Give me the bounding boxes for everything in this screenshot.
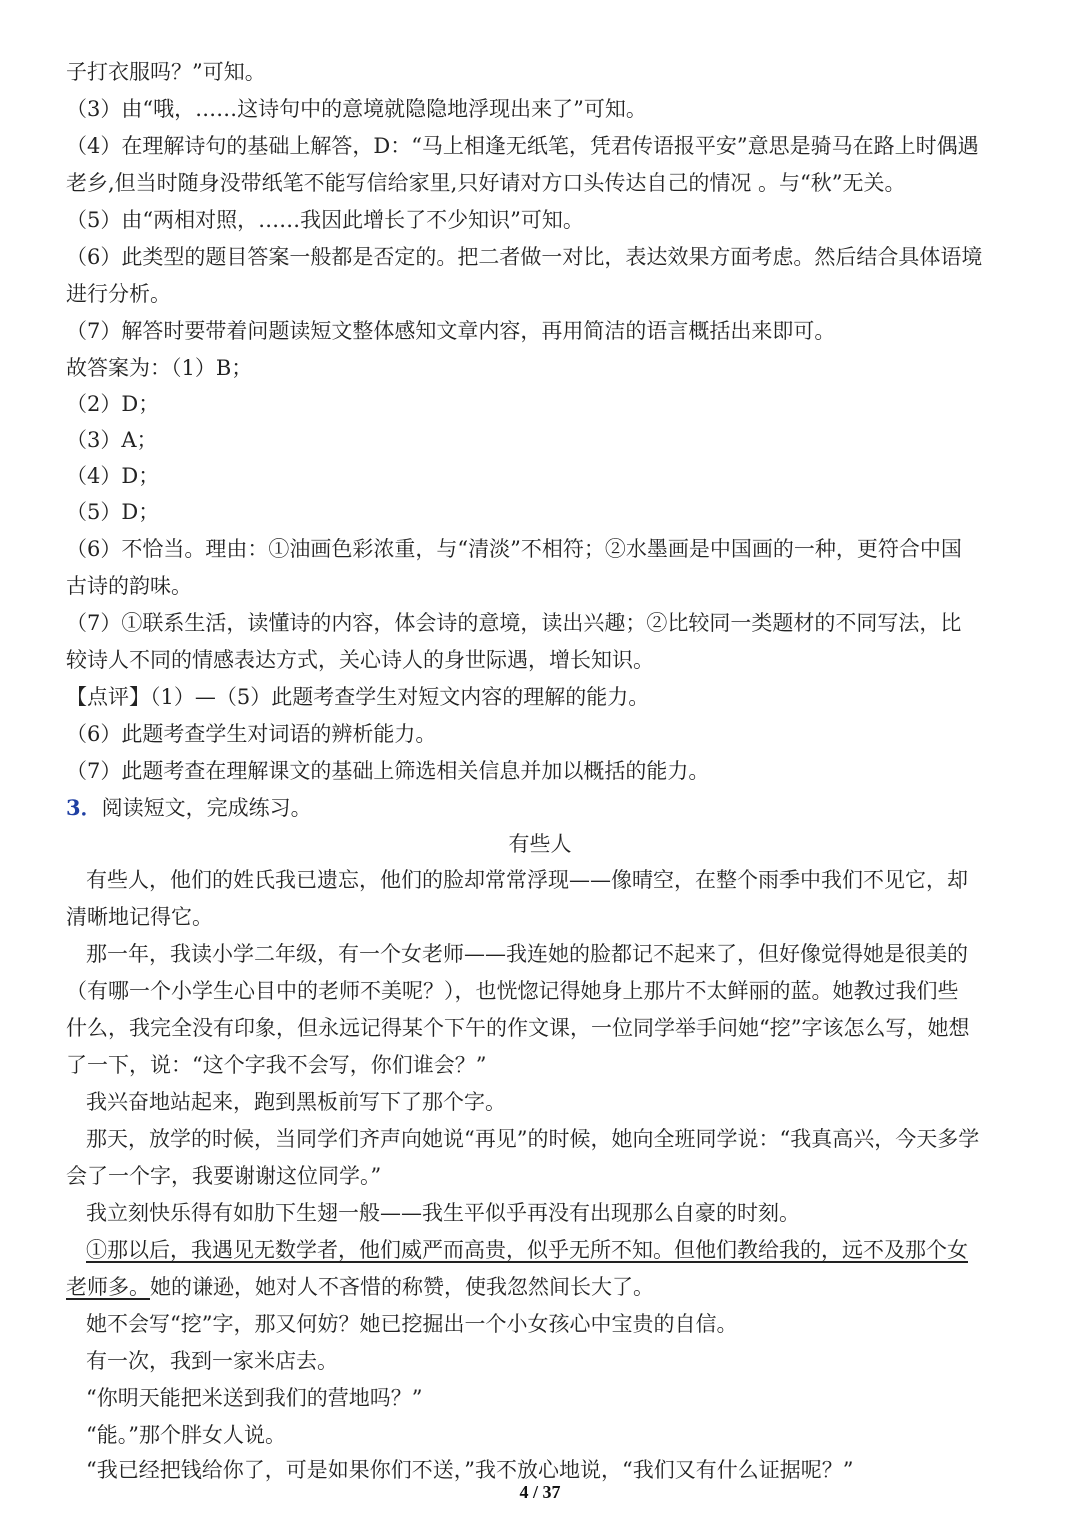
answer-line: 子打衣服吗？”可知。 (66, 60, 266, 84)
answer-line: （4）D； (66, 464, 160, 488)
answer-line: 老乡,但当时随身没带纸笔不能写信给家里,只好请对方口头传达自己的情况 。与“秋”无关。 (66, 171, 906, 195)
answer-line: （3）由“哦，……这诗句中的意境就隐隐地浮现出来了”可知。 (66, 97, 647, 121)
answer-line: （2）D； (66, 392, 160, 416)
passage-line: 清晰地记得它。 (66, 905, 213, 929)
passage-text: 她的谦逊，她对人不吝惜的称赞，使我忽然间长大了。 (150, 1275, 654, 1299)
answer-line: （5）D； (66, 500, 160, 524)
passage-line: 什么，我完全没有印象，但永远记得某个下午的作文课，一位同学举手问她“挖”字该怎么写，她想 (66, 1016, 970, 1040)
question-prompt: 阅读短文，完成练习。 (101, 796, 312, 820)
answer-line: （7）解答时要带着问题读短文整体感知文章内容，再用简洁的语言概括出来即可。 (66, 319, 836, 343)
passage-line: （有哪一个小学生心目中的老师不美呢？），也恍惚记得她身上那片不太鲜丽的蓝。她教过我们些 (66, 979, 959, 1003)
passage-title: 有些人 (508, 832, 572, 856)
passage-line: “能。”那个胖女人说。 (86, 1423, 286, 1447)
answer-line: （7）①联系生活，读懂诗的内容，体会诗的意境，读出兴趣；②比较同一类题材的不同写法，比 (66, 611, 962, 635)
answer-line: 进行分析。 (66, 282, 171, 306)
passage-line: 有些人，他们的姓氏我已遗忘，他们的脸却常常浮现——像晴空，在整个雨季中我们不见它，却 (86, 868, 968, 892)
answer-line: （4）在理解诗句的基础上解答，D：“马上相逢无纸笔，凭君传语报平安”意思是骑马在路上时偶遇 (66, 134, 979, 158)
question-heading (66, 790, 1026, 826)
passage-line: 我立刻快乐得有如肋下生翅一般——我生平似乎再没有出现那么自豪的时刻。 (86, 1201, 800, 1225)
passage-line: 了一下，说：“这个字我不会写，你们谁会？” (66, 1053, 487, 1077)
commentary-line: （7）此题考查在理解课文的基础上筛选相关信息并加以概括的能力。 (66, 759, 710, 783)
commentary-line: （6）此题考查学生对词语的辨析能力。 (66, 722, 437, 746)
passage-line: “我已经把钱给你了，可是如果你们不送，”我不放心地说，“我们又有什么证据呢？” (86, 1458, 854, 1482)
passage-line: 那一年，我读小学二年级，有一个女老师——我连她的脸都记不起来了，但好像觉得她是很美的 (86, 942, 968, 966)
passage-line-underlined (86, 1232, 1026, 1268)
underlined-sentence-end: 老师多。 (66, 1275, 150, 1299)
page-number: 4 / 37 (519, 1482, 561, 1502)
answer-line: （5）由“两相对照，……我因此增长了不少知识”可知。 (66, 208, 584, 232)
passage-line (66, 1269, 1026, 1305)
answer-line: （6）此类型的题目答案一般都是否定的。把二者做一对比，表达效果方面考虑。然后结合具体语境 (66, 245, 983, 269)
passage-line: 会了一个字，我要谢谢这位同学。” (66, 1164, 382, 1188)
answer-line: （3）A； (66, 428, 158, 452)
answer-line: 较诗人不同的情感表达方式，关心诗人的身世际遇，增长知识。 (66, 648, 654, 672)
answer-line: 故答案为：（1）B； (66, 356, 253, 380)
answer-line: 古诗的韵味。 (66, 574, 192, 598)
answer-line: （6）不恰当。理由：①油画色彩浓重，与“清淡”不相符；②水墨画是中国画的一种，更符合中国 (66, 537, 962, 561)
passage-line: 那天，放学的时候，当同学们齐声向她说“再见”的时候，她向全班同学说：“我真高兴，今天多学 (86, 1127, 980, 1151)
passage-line: 她不会写“挖”字，那又何妨？她已挖掘出一个小女孩心中宝贵的自信。 (86, 1312, 738, 1336)
passage-line: 有一次，我到一家米店去。 (86, 1349, 338, 1373)
commentary-line: 【点评】（1）—（5）此题考查学生对短文内容的理解的能力。 (66, 685, 650, 709)
passage-line: “你明天能把米送到我们的营地吗？” (86, 1386, 423, 1410)
passage-line: 我兴奋地站起来，跑到黑板前写下了那个字。 (86, 1090, 506, 1114)
question-number: 3． (66, 795, 102, 820)
underlined-sentence: ①那以后，我遇见无数学者，他们威严而高贵，似乎无所不知。但他们教给我的，远不及那个女 (86, 1238, 968, 1262)
